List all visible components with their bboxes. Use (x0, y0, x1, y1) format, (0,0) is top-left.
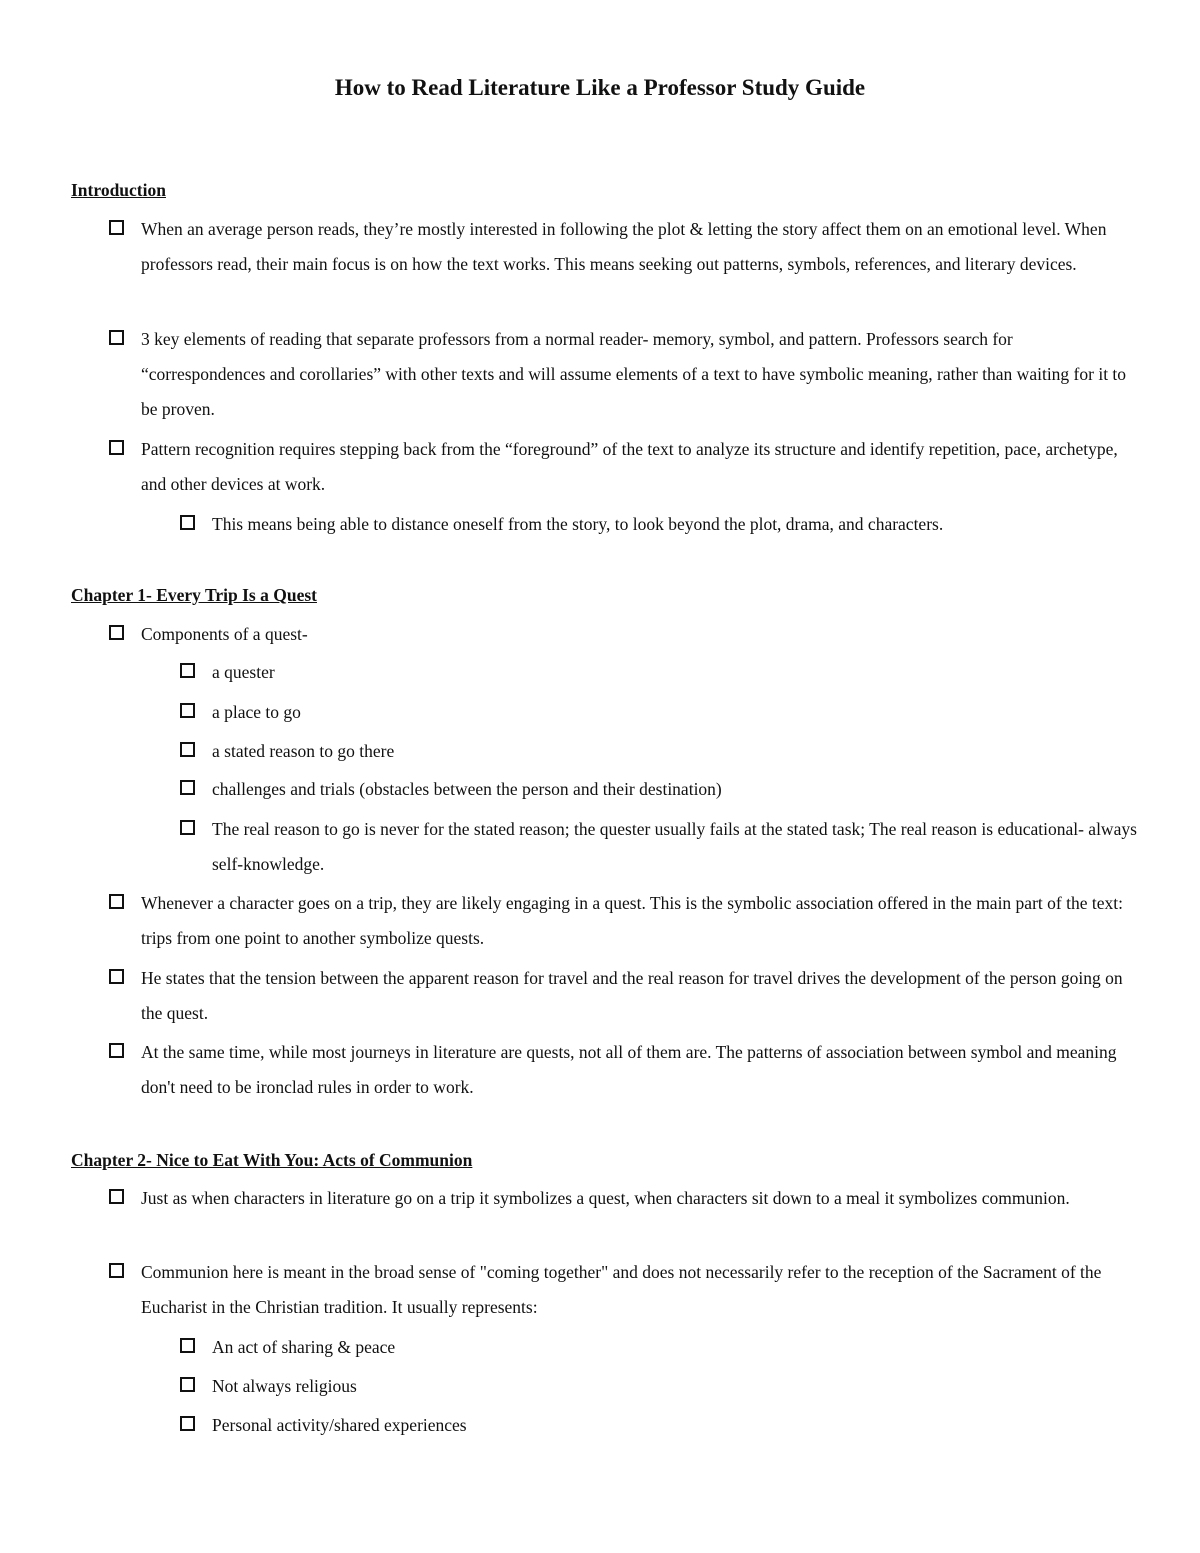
checkbox-icon[interactable] (109, 625, 124, 640)
checklist-subitem (212, 812, 1142, 882)
checklist-subitem (212, 1369, 1142, 1404)
item-text: 3 key elements of reading that separate professors from a normal reader- memory, symbol, and pattern. Professors search for “correspondences and corollaries” with other texts and will assume elements of a text to have symbolic meaning, rather than waiting for it to be proven. (141, 329, 1127, 419)
checklist-subitem (212, 1330, 1142, 1365)
item-text: This means being able to distance oneself from the story, to look beyond the plot, drama, and characters. (212, 514, 944, 534)
checklist-subitem (212, 734, 1142, 769)
checklist-subitem (212, 695, 1142, 730)
checklist-item (141, 886, 1141, 956)
item-text: a stated reason to go there (212, 741, 395, 761)
checkbox-icon[interactable] (109, 1189, 124, 1204)
checkbox-icon[interactable] (180, 820, 195, 835)
checkbox-icon[interactable] (180, 703, 195, 718)
section-heading-introduction: Introduction (71, 180, 166, 200)
checklist-item (141, 1255, 1141, 1325)
item-text: At the same time, while most journeys in literature are quests, not all of them are. The patterns of association between symbol and meaning don't need to be ironclad rules in order to work. (141, 1042, 1117, 1097)
checkbox-icon[interactable] (180, 780, 195, 795)
checkbox-icon[interactable] (180, 742, 195, 757)
checklist-item (141, 322, 1141, 427)
item-text: challenges and trials (obstacles between the person and their destination) (212, 779, 722, 799)
checkbox-icon[interactable] (180, 1338, 195, 1353)
checkbox-icon[interactable] (109, 330, 124, 345)
checklist-item (141, 1035, 1141, 1105)
checklist-item (141, 961, 1141, 1031)
checkbox-icon[interactable] (109, 1043, 124, 1058)
checkbox-icon[interactable] (180, 1377, 195, 1392)
item-text: He states that the tension between the apparent reason for travel and the real reason for travel drives the development of the person going on the quest. (141, 968, 1123, 1023)
checklist-item (141, 432, 1141, 502)
item-text: Whenever a character goes on a trip, they are likely engaging in a quest. This is the symbolic association offered in the main part of the text: trips from one point to another symbolize quests. (141, 893, 1123, 948)
checkbox-icon[interactable] (109, 894, 124, 909)
item-text: Not always religious (212, 1376, 357, 1396)
item-text: An act of sharing & peace (212, 1337, 396, 1357)
checkbox-icon[interactable] (109, 220, 124, 235)
checkbox-icon[interactable] (109, 440, 124, 455)
item-text: a place to go (212, 702, 301, 722)
checklist-subitem (212, 655, 1142, 690)
checklist-item (141, 617, 1141, 652)
item-text: Communion here is meant in the broad sense of "coming together" and does not necessarily refer to the reception of the Sacrament of the Eucharist in the Christian tradition. It usually represents: (141, 1262, 1102, 1317)
item-text: Pattern recognition requires stepping back from the “foreground” of the text to analyze its structure and identify repetition, pace, archetype, and other devices at work. (141, 439, 1118, 494)
checklist-item (141, 1181, 1141, 1216)
item-text: Personal activity/shared experiences (212, 1415, 467, 1435)
item-text: a quester (212, 662, 275, 682)
checklist-subitem (212, 507, 1142, 542)
item-text: Components of a quest- (141, 624, 308, 644)
checkbox-icon[interactable] (180, 663, 195, 678)
checkbox-icon[interactable] (109, 1263, 124, 1278)
item-text: The real reason to go is never for the stated reason; the quester usually fails at the stated task; The real reason is educational- always self-knowledge. (212, 819, 1137, 874)
checkbox-icon[interactable] (180, 515, 195, 530)
checkbox-icon[interactable] (109, 969, 124, 984)
checklist-subitem (212, 772, 1142, 807)
section-heading-chapter-2: Chapter 2- Nice to Eat With You: Acts of Communion (71, 1150, 473, 1170)
document-title: How to Read Literature Like a Professor Study Guide (334, 75, 866, 100)
section-heading-chapter-1: Chapter 1- Every Trip Is a Quest (71, 585, 317, 605)
checklist-subitem (212, 1408, 1142, 1443)
checklist-item (141, 212, 1141, 282)
item-text: Just as when characters in literature go on a trip it symbolizes a quest, when characters sit down to a meal it symbolizes communion. (141, 1188, 1070, 1208)
checkbox-icon[interactable] (180, 1416, 195, 1431)
item-text: When an average person reads, they’re mostly interested in following the plot & letting the story affect them on an emotional level. When professors read, their main focus is on how the text works. This means seeking out patterns, symbols, references, and literary devices. (141, 219, 1107, 274)
